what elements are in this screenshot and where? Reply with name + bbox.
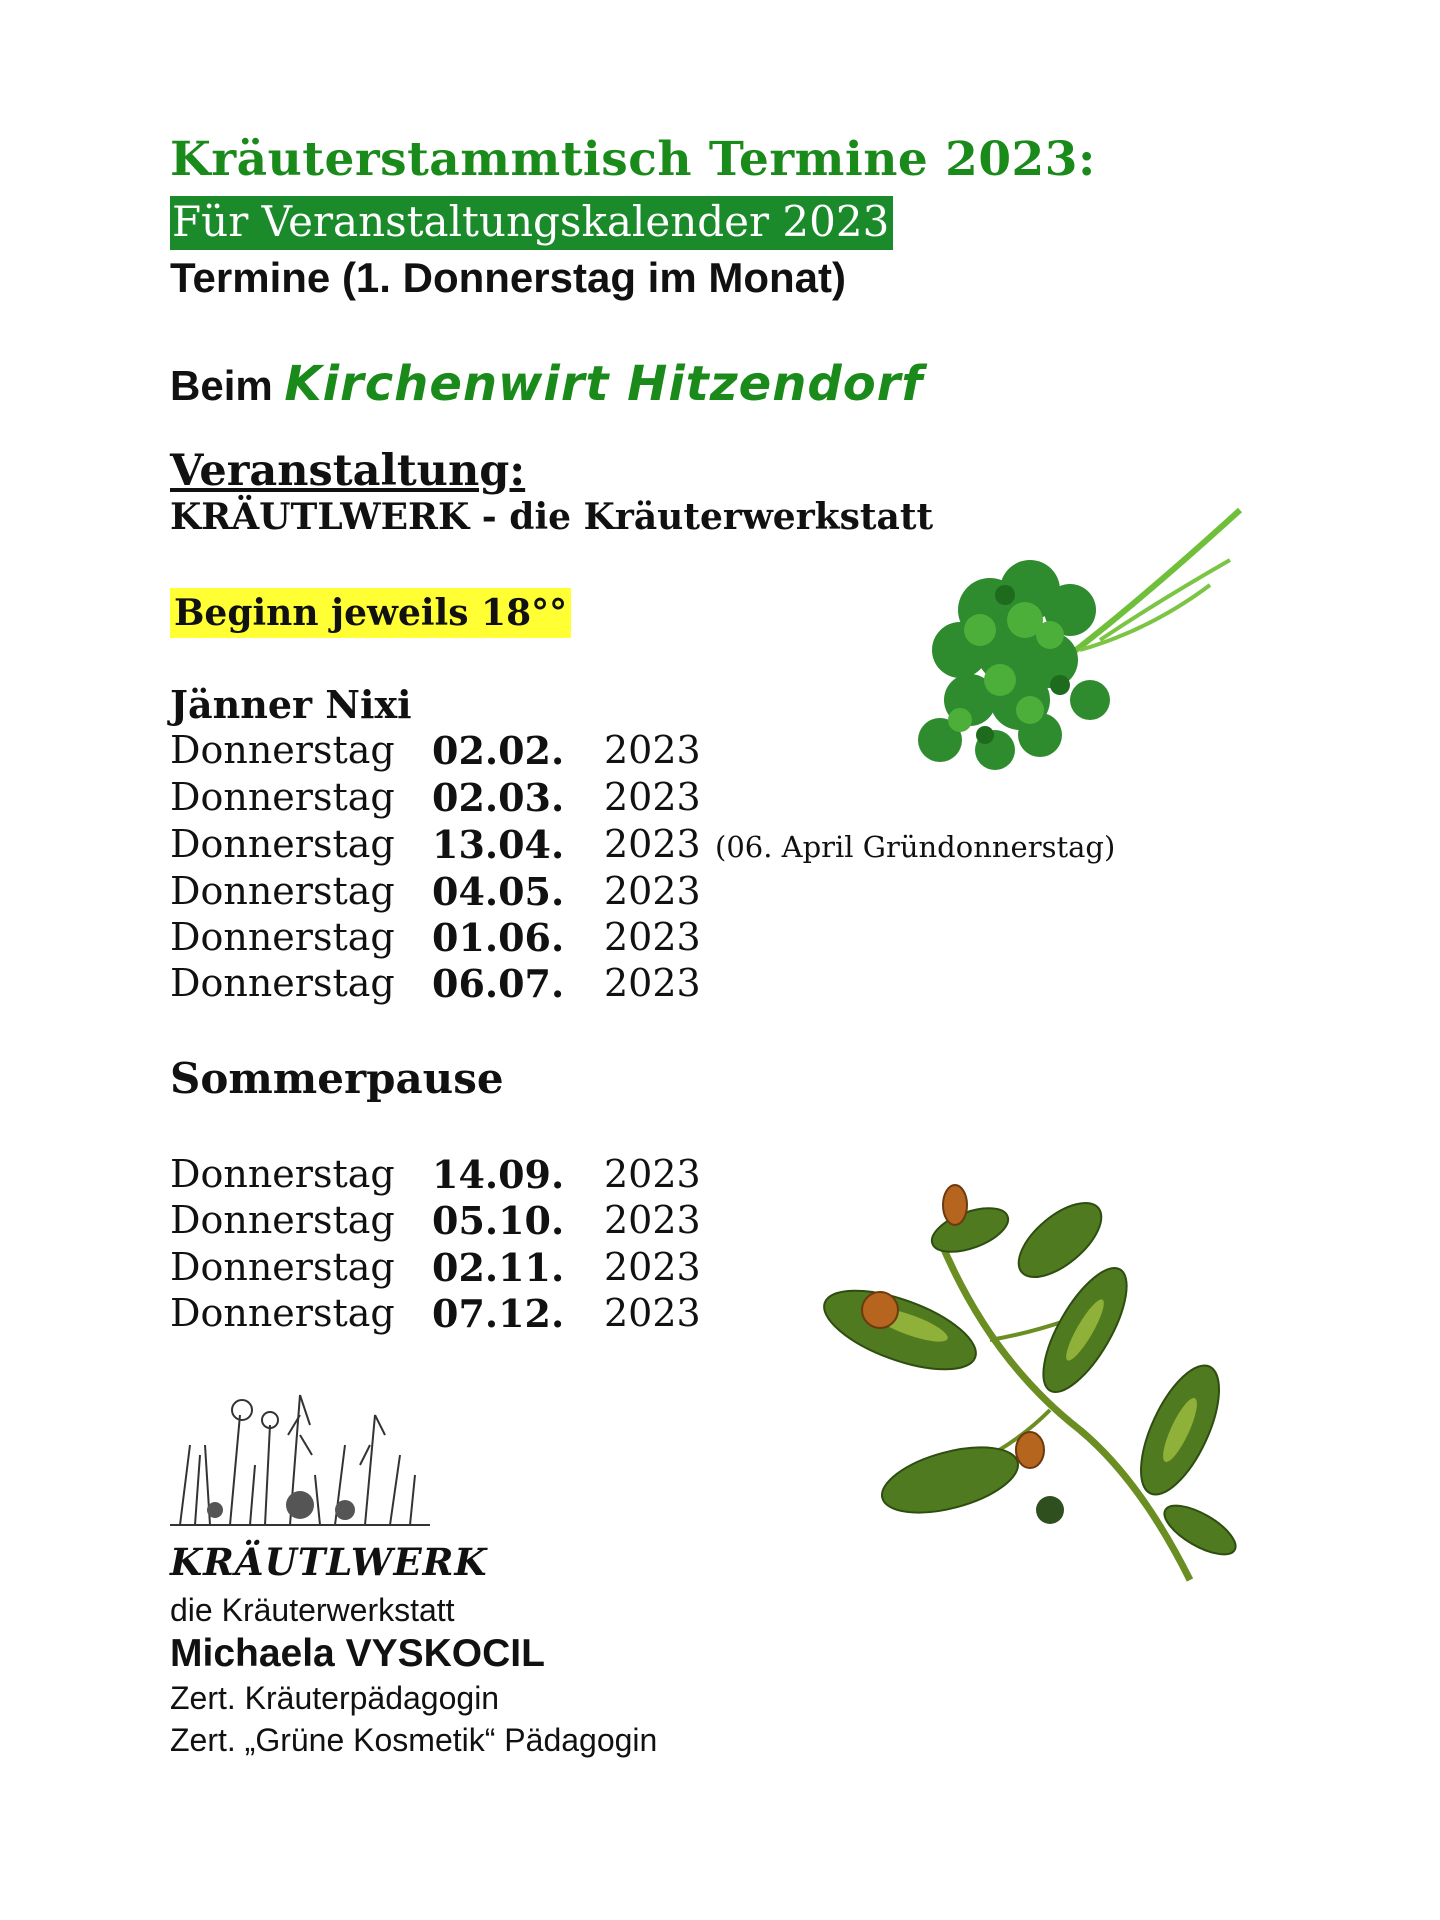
- summer-break-label: Sommerpause: [170, 1054, 504, 1103]
- event-year: 2023: [604, 728, 701, 772]
- certification-1: Zert. Kräuterpädagogin: [170, 1680, 500, 1716]
- event-year: 2023: [604, 961, 701, 1005]
- weekday: Donnerstag: [170, 822, 395, 866]
- weekday: Donnerstag: [170, 869, 395, 913]
- event-date: 04.05.: [432, 869, 565, 914]
- subtitle-banner: Für Veranstaltungskalender 2023: [170, 196, 893, 250]
- january-label: Jänner Nixi: [170, 682, 412, 727]
- event-date: 06.07.: [432, 961, 565, 1006]
- event-date: 07.12.: [432, 1291, 565, 1336]
- event-year: 2023: [604, 775, 701, 819]
- event-title: KRÄUTLWERK - die Kräuterwerkstatt: [170, 496, 934, 538]
- start-time-highlight: Beginn jeweils 18°°: [170, 588, 571, 638]
- event-year: 2023: [604, 1152, 701, 1196]
- weekday: Donnerstag: [170, 728, 395, 772]
- weekday: Donnerstag: [170, 1291, 395, 1335]
- venue-prefix: Beim: [170, 362, 273, 409]
- event-date: 13.04.: [432, 822, 565, 867]
- brand-subtitle: die Kräuterwerkstatt: [170, 1592, 455, 1628]
- date-note: (06. April Gründonnerstag): [715, 830, 1116, 864]
- event-heading: Veranstaltung:: [170, 446, 526, 496]
- page-title: Kräuterstammtisch Termine 2023:: [170, 132, 1096, 187]
- parsley-illustration: [900, 500, 1260, 800]
- event-year: 2023: [604, 822, 701, 866]
- certification-2: Zert. „Grüne Kosmetik“ Pädagogin: [170, 1722, 658, 1758]
- event-date: 02.11.: [432, 1245, 565, 1290]
- event-date: 02.02.: [432, 728, 565, 773]
- venue-name: Kirchenwirt Hitzendorf: [284, 356, 924, 412]
- event-year: 2023: [604, 869, 701, 913]
- event-year: 2023: [604, 1245, 701, 1289]
- weekday: Donnerstag: [170, 961, 395, 1005]
- event-date: 01.06.: [432, 915, 565, 960]
- nightshade-illustration: [820, 1180, 1260, 1600]
- weekday: Donnerstag: [170, 1198, 395, 1242]
- event-date: 05.10.: [432, 1198, 565, 1243]
- weekday: Donnerstag: [170, 775, 395, 819]
- contact-name: Michaela VYSKOCIL: [170, 1632, 545, 1675]
- wildflowers-sketch: [170, 1385, 430, 1535]
- weekday: Donnerstag: [170, 915, 395, 959]
- event-year: 2023: [604, 1198, 701, 1242]
- schedule-note: Termine (1. Donnerstag im Monat): [170, 254, 846, 301]
- event-year: 2023: [604, 915, 701, 959]
- venue-line: [170, 356, 923, 412]
- weekday: Donnerstag: [170, 1245, 395, 1289]
- brand-name: KRÄUTLWERK: [170, 1540, 488, 1584]
- weekday: Donnerstag: [170, 1152, 395, 1196]
- event-year: 2023: [604, 1291, 701, 1335]
- event-date: 14.09.: [432, 1152, 565, 1197]
- event-date: 02.03.: [432, 775, 565, 820]
